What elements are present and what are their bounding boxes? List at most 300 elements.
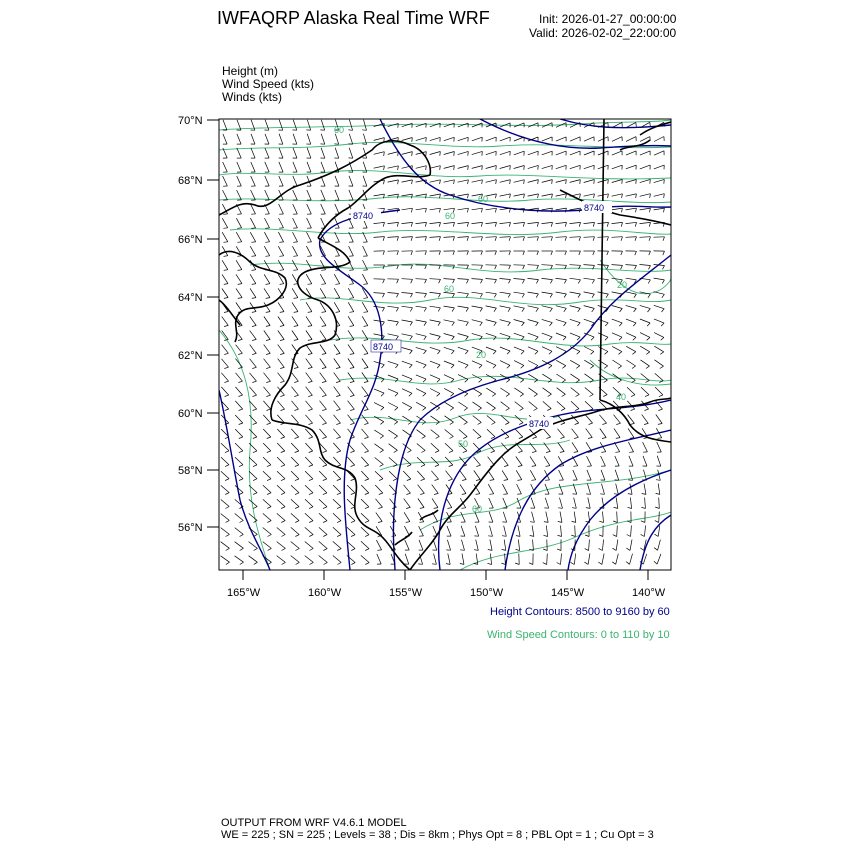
height-contour-label: 8740 [373,342,394,352]
wind-barb-flag [658,424,662,425]
wind-barb [473,429,481,436]
wind-barb [472,180,483,182]
wind-barb [640,151,650,155]
wind-barb-flag [522,308,525,312]
wind-barb [389,444,398,451]
wind-barb-flag [613,548,617,550]
wind-barb-flag [626,548,630,550]
wind-barb-flag [454,194,455,198]
wind-barb [556,137,566,141]
wind-barb-flag [663,251,665,255]
wind-barb [458,166,469,169]
wind-barb-flag [411,222,412,226]
wind-barb [570,360,580,365]
wind-barb-flag [630,423,634,424]
wind-barb-flag [619,352,622,355]
wind-barb [612,194,623,196]
wind-barb-flag [564,308,567,312]
wind-barb-flag [626,562,629,565]
wind-barb [291,513,299,520]
wind-barb-flag [549,366,552,369]
wind-barb-flag [662,309,665,312]
wind-barb [235,387,242,395]
lon-tick-label: 145°W [551,587,585,599]
wind-barb [585,388,593,395]
wind-barb-flag [266,367,270,368]
wind-barb [461,512,466,522]
wind-barb-flag [421,451,425,453]
wind-barb-flag [364,382,368,383]
wind-barb [547,554,548,565]
wind-barb-flag [564,280,566,284]
wind-barb-flag [646,352,650,355]
wind-barb-flag [452,294,454,298]
height-contour-label: 8740 [353,211,374,221]
wind-barb [528,194,539,196]
wind-barb-flag [548,394,552,396]
wind-barb [514,166,525,169]
wind-barb-flag [252,367,256,368]
wind-barb [533,540,534,551]
wind-barb-flag [364,409,368,410]
wind-barb-flag [336,423,340,424]
wind-barb-flag [649,266,651,270]
wind-barb [458,208,469,210]
wind-barb-flag [224,242,228,243]
wind-barb-flag [322,312,326,313]
wind-barb [434,554,437,565]
wind-barb [264,288,270,297]
wind-barb [515,429,523,437]
wind-barb-flag [619,337,622,340]
wind-barb-flag [648,309,651,312]
wind-barb-flag [383,279,385,283]
wind-barb-flag [594,180,595,184]
wind-barb-flag [406,522,410,523]
wind-barb-flag [337,549,341,551]
wind-barb [587,484,590,495]
wind-barb-flag [635,265,637,269]
wind-barb-flag [509,265,511,269]
wind-barb [249,415,256,423]
wind-barb-flag [650,179,651,183]
wind-barb [615,456,619,466]
wind-barb [334,359,340,368]
wind-barb [263,457,271,465]
wind-barb-flag [628,494,632,495]
wind-barb [476,540,479,551]
wind-barb-flag [535,351,538,354]
wind-barb-flag [252,284,256,285]
wind-barb [486,137,496,141]
wind-barb [320,316,326,325]
wind-barb [320,274,325,284]
wind-barb-flag [438,322,440,326]
lat-tick-label: 62°N [178,350,203,362]
wind-barb-flag [664,179,665,183]
wind-barb-flag [323,493,327,495]
wind-barb-flag [585,535,589,537]
wind-barb [374,403,384,408]
wind-barb [374,389,384,393]
wind-barb-flag [350,423,354,424]
wind-barb [514,151,524,155]
wind-barb-flag [645,409,649,410]
wind-barb [319,527,327,534]
wind-barb [473,416,482,423]
wind-barb-flag [295,493,299,495]
wind-barb-flag [488,550,492,551]
wind-barb [598,347,608,352]
wind-barb [640,194,651,197]
wind-barb [306,331,312,340]
wind-barb [402,123,412,126]
wind-barb [626,180,637,183]
wind-barb [251,176,256,186]
wind-barb-flag [226,562,230,564]
wind-barb-flag [238,339,242,340]
wind-barb [375,485,383,493]
wind-barb [416,208,427,210]
wind-barb-flag [537,237,538,241]
wind-barb [277,499,285,506]
wind-barb [516,470,522,479]
wind-barb-flag [536,280,538,284]
wind-barb [546,512,548,523]
wind-barb-flag [280,367,284,368]
wind-barb [598,265,609,266]
wind-barb [514,222,525,223]
wind-barb [431,443,439,450]
wind-barb-flag [336,381,340,382]
wind-barb-flag [266,298,270,299]
wind-barb-flag [397,237,398,241]
wind-barb [388,334,399,336]
wind-barb [444,222,455,223]
wind-barb-flag [365,479,369,481]
wind-barb [531,498,535,508]
wind-barb [658,540,661,551]
wind-barb [585,415,592,423]
wind-barb [529,388,538,394]
wind-barb [293,218,298,228]
wind-contour-label: 60 [472,504,483,514]
wind-barb [559,484,563,494]
wind-barb-flag [516,536,520,537]
wind-barb [626,265,637,266]
wind-barb [598,237,609,238]
wind-barb [473,443,481,451]
wind-barb [361,541,369,548]
wind-barb [458,334,469,337]
wind-barb [279,176,283,186]
wind-contour-label: 60 [478,194,489,204]
wind-barb-flag [432,564,436,565]
wind-barb [419,526,424,536]
wind-barb [347,457,354,465]
lat-tick-label: 60°N [178,408,203,420]
wind-barb [444,123,454,127]
wind-barb-flag [654,561,657,564]
wind-barb-flag [392,536,396,537]
wind-barb-flag [586,508,590,509]
wind-barb [458,361,468,365]
wind-barb [630,540,632,551]
wind-barb [305,542,313,549]
wind-barb [221,387,228,395]
wind-barb-flag [494,308,496,312]
wind-barb-flag [552,180,553,184]
wind-barb [278,387,285,395]
wind-barb [460,498,465,508]
wind-barb-flag [362,130,366,131]
wind-barb-flag [633,323,636,326]
wind-barb-flag [253,423,257,425]
wind-barb-flag [380,422,383,425]
height-contour-label: 8740 [529,419,550,429]
wind-barb-flag [550,294,552,298]
wind-barb-flag [510,180,511,184]
wind-barb [292,288,298,297]
wind-barb [447,526,451,536]
wind-barb-flag [451,365,454,368]
wind-barb [542,180,553,183]
wind-barb-flag [252,381,256,382]
wind-barb-flag [492,394,496,397]
wind-barb-flag [280,298,284,299]
wind-barb [265,162,269,172]
wind-barb [475,526,478,536]
wind-barb [528,292,539,294]
model-output-label: OUTPUT FROM WRF V4.6.1 MODEL [221,817,407,829]
wind-barb [626,278,637,280]
wind-barb [321,190,325,200]
wind-barb-flag [453,279,455,283]
wind-barb [223,162,228,172]
wind-barb [388,237,399,238]
wind-barb-flag [453,222,454,226]
wind-barb-flag [604,366,608,369]
wind-barb-flag [518,466,522,467]
wind-barb-flag [420,522,424,523]
wind-barb-flag [565,222,566,226]
wind-barb-flag [579,251,581,255]
wind-barb [388,166,399,168]
wind-barb-flag [281,535,285,537]
wind-barb-flag [478,408,482,410]
wind-barb-flag [550,308,553,312]
wind-barb-flag [350,312,354,313]
wind-barb [349,148,353,158]
wind-barb [279,204,284,214]
wind-barb-flag [493,365,496,368]
wind-barb-flag [509,222,510,226]
wind-barb-flag [384,152,385,156]
wind-barb [293,232,298,242]
wind-barb [278,246,283,256]
wind-barb-flag [467,251,469,255]
wind-barb [307,148,311,158]
wind-barb [402,306,413,307]
wind-barb-flag [266,284,270,285]
wind-barb [263,542,272,549]
wind-barb [626,333,636,338]
wind-barb-flag [439,279,441,283]
wind-barb-flag [351,479,355,481]
wind-barb [445,443,453,451]
wind-barb-flag [578,280,580,284]
wind-barb [389,471,397,479]
wind-barb-flag [240,534,244,536]
wind-barb [249,457,257,465]
wind-barb [416,389,426,394]
wind-barb-flag [398,152,399,156]
wind-barb [292,331,298,340]
wind-barb-flag [439,251,441,255]
wind-barb [557,401,565,408]
wind-barb [279,134,283,144]
wind-barb [249,429,257,437]
wind-barb-flag [478,394,481,397]
wind-barb-flag [309,451,313,453]
wind-barb [333,443,340,451]
wind-barb-flag [549,337,552,340]
wind-barb [532,512,535,523]
wind-barb [640,208,651,210]
wind-barb [430,306,441,308]
wind-barb [277,513,285,520]
wind-barb [501,443,508,451]
wind-barb [291,556,300,563]
wind-barb-flag [436,436,440,438]
wind-barb-flag [523,237,524,241]
wind-barb-flag [308,409,312,410]
wind-barb [613,374,622,381]
wind-barb [388,293,399,294]
wind-barb-flag [424,294,426,298]
wind-barb-flag [322,381,326,382]
wind-barb-flag [225,493,229,495]
wind-barb [500,208,511,210]
wind-barb-flag [462,494,466,495]
wind-barb [528,306,539,308]
wind-barb-flag [451,351,454,354]
wind-barb [486,374,496,379]
wind-barb-flag [295,535,299,537]
wind-barb-flag [294,395,298,396]
wind-barb [502,484,507,494]
wind-barb-flag [434,508,438,509]
wind-barb [641,387,649,395]
wind-barb [644,470,647,481]
wind-barb-flag [560,466,564,467]
wind-barb-flag [575,409,579,411]
lon-tick-label: 165°W [227,587,261,599]
wind-barb-flag [267,479,271,481]
wind-barb-flag [566,194,567,198]
wind-barb [458,151,469,154]
wind-barb [500,279,511,280]
wind-barb [334,373,341,382]
wind-barb [528,151,538,155]
wind-barb [444,279,455,280]
wind-barb-flag [607,237,609,241]
wind-barb [320,330,326,339]
wind-barb [645,498,646,509]
wind-barb [654,305,664,308]
wind-barb-flag [237,228,241,229]
wind-barb-flag [323,549,327,551]
variable-label-winds: Winds (kts) [222,90,282,104]
wind-barb [570,278,581,279]
wind-barb [376,540,381,550]
wind-barb-flag [435,479,439,480]
wind-barb-flag [488,536,492,537]
wind-barb-flag [309,437,313,438]
wind-barb [433,526,437,536]
wind-barb [626,165,636,169]
wind-barb [404,526,409,536]
wind-barb-flag [294,326,298,327]
wind-barb-flag [451,394,454,397]
wind-barb-flag [481,251,483,255]
wind-barb [543,429,550,437]
wind-barb-flag [543,549,547,551]
wind-barb [362,359,368,368]
wind-barb-flag [350,326,354,327]
wind-barb [570,374,579,380]
wind-barb [291,457,299,465]
wind-barb-flag [578,308,581,311]
wind-barb-flag [410,351,413,354]
wind-barb [530,443,537,452]
wind-barb [363,176,367,186]
wind-barb [448,554,450,565]
wind-barb-flag [466,322,469,326]
wind-barb-flag [618,366,622,368]
wind-barb-flag [481,279,483,283]
wind-barb-flag [423,365,426,368]
wind-barb-flag [656,480,660,481]
wind-barb-flag [420,493,424,494]
wind-barb-flag [226,534,230,536]
wind-barb [430,166,441,169]
wind-barb-flag [654,548,657,551]
wind-barb-flag [501,563,505,564]
wind-barb-flag [337,479,341,481]
wind-barb [222,317,229,326]
wind-barb-flag [579,208,580,212]
wind-barb-flag [613,535,617,537]
wind-barb [657,456,661,466]
wind-barb-flag [252,270,256,271]
wind-barb-flag [322,423,326,424]
wind-barb [446,471,453,480]
wind-barb-flag [396,308,398,312]
wind-barb-flag [267,465,271,467]
wind-barb [430,292,441,293]
wind-barb-flag [619,323,622,326]
wind-barb-flag [336,312,340,313]
wind-barb-flag [421,479,425,480]
wind-barb-flag [479,380,482,383]
wind-barb-flag [396,322,398,326]
wind-barb-flag [365,493,369,495]
wind-barb [626,151,636,155]
wind-barb [472,279,483,280]
wind-barb [486,222,497,223]
wind-barb [291,499,299,506]
